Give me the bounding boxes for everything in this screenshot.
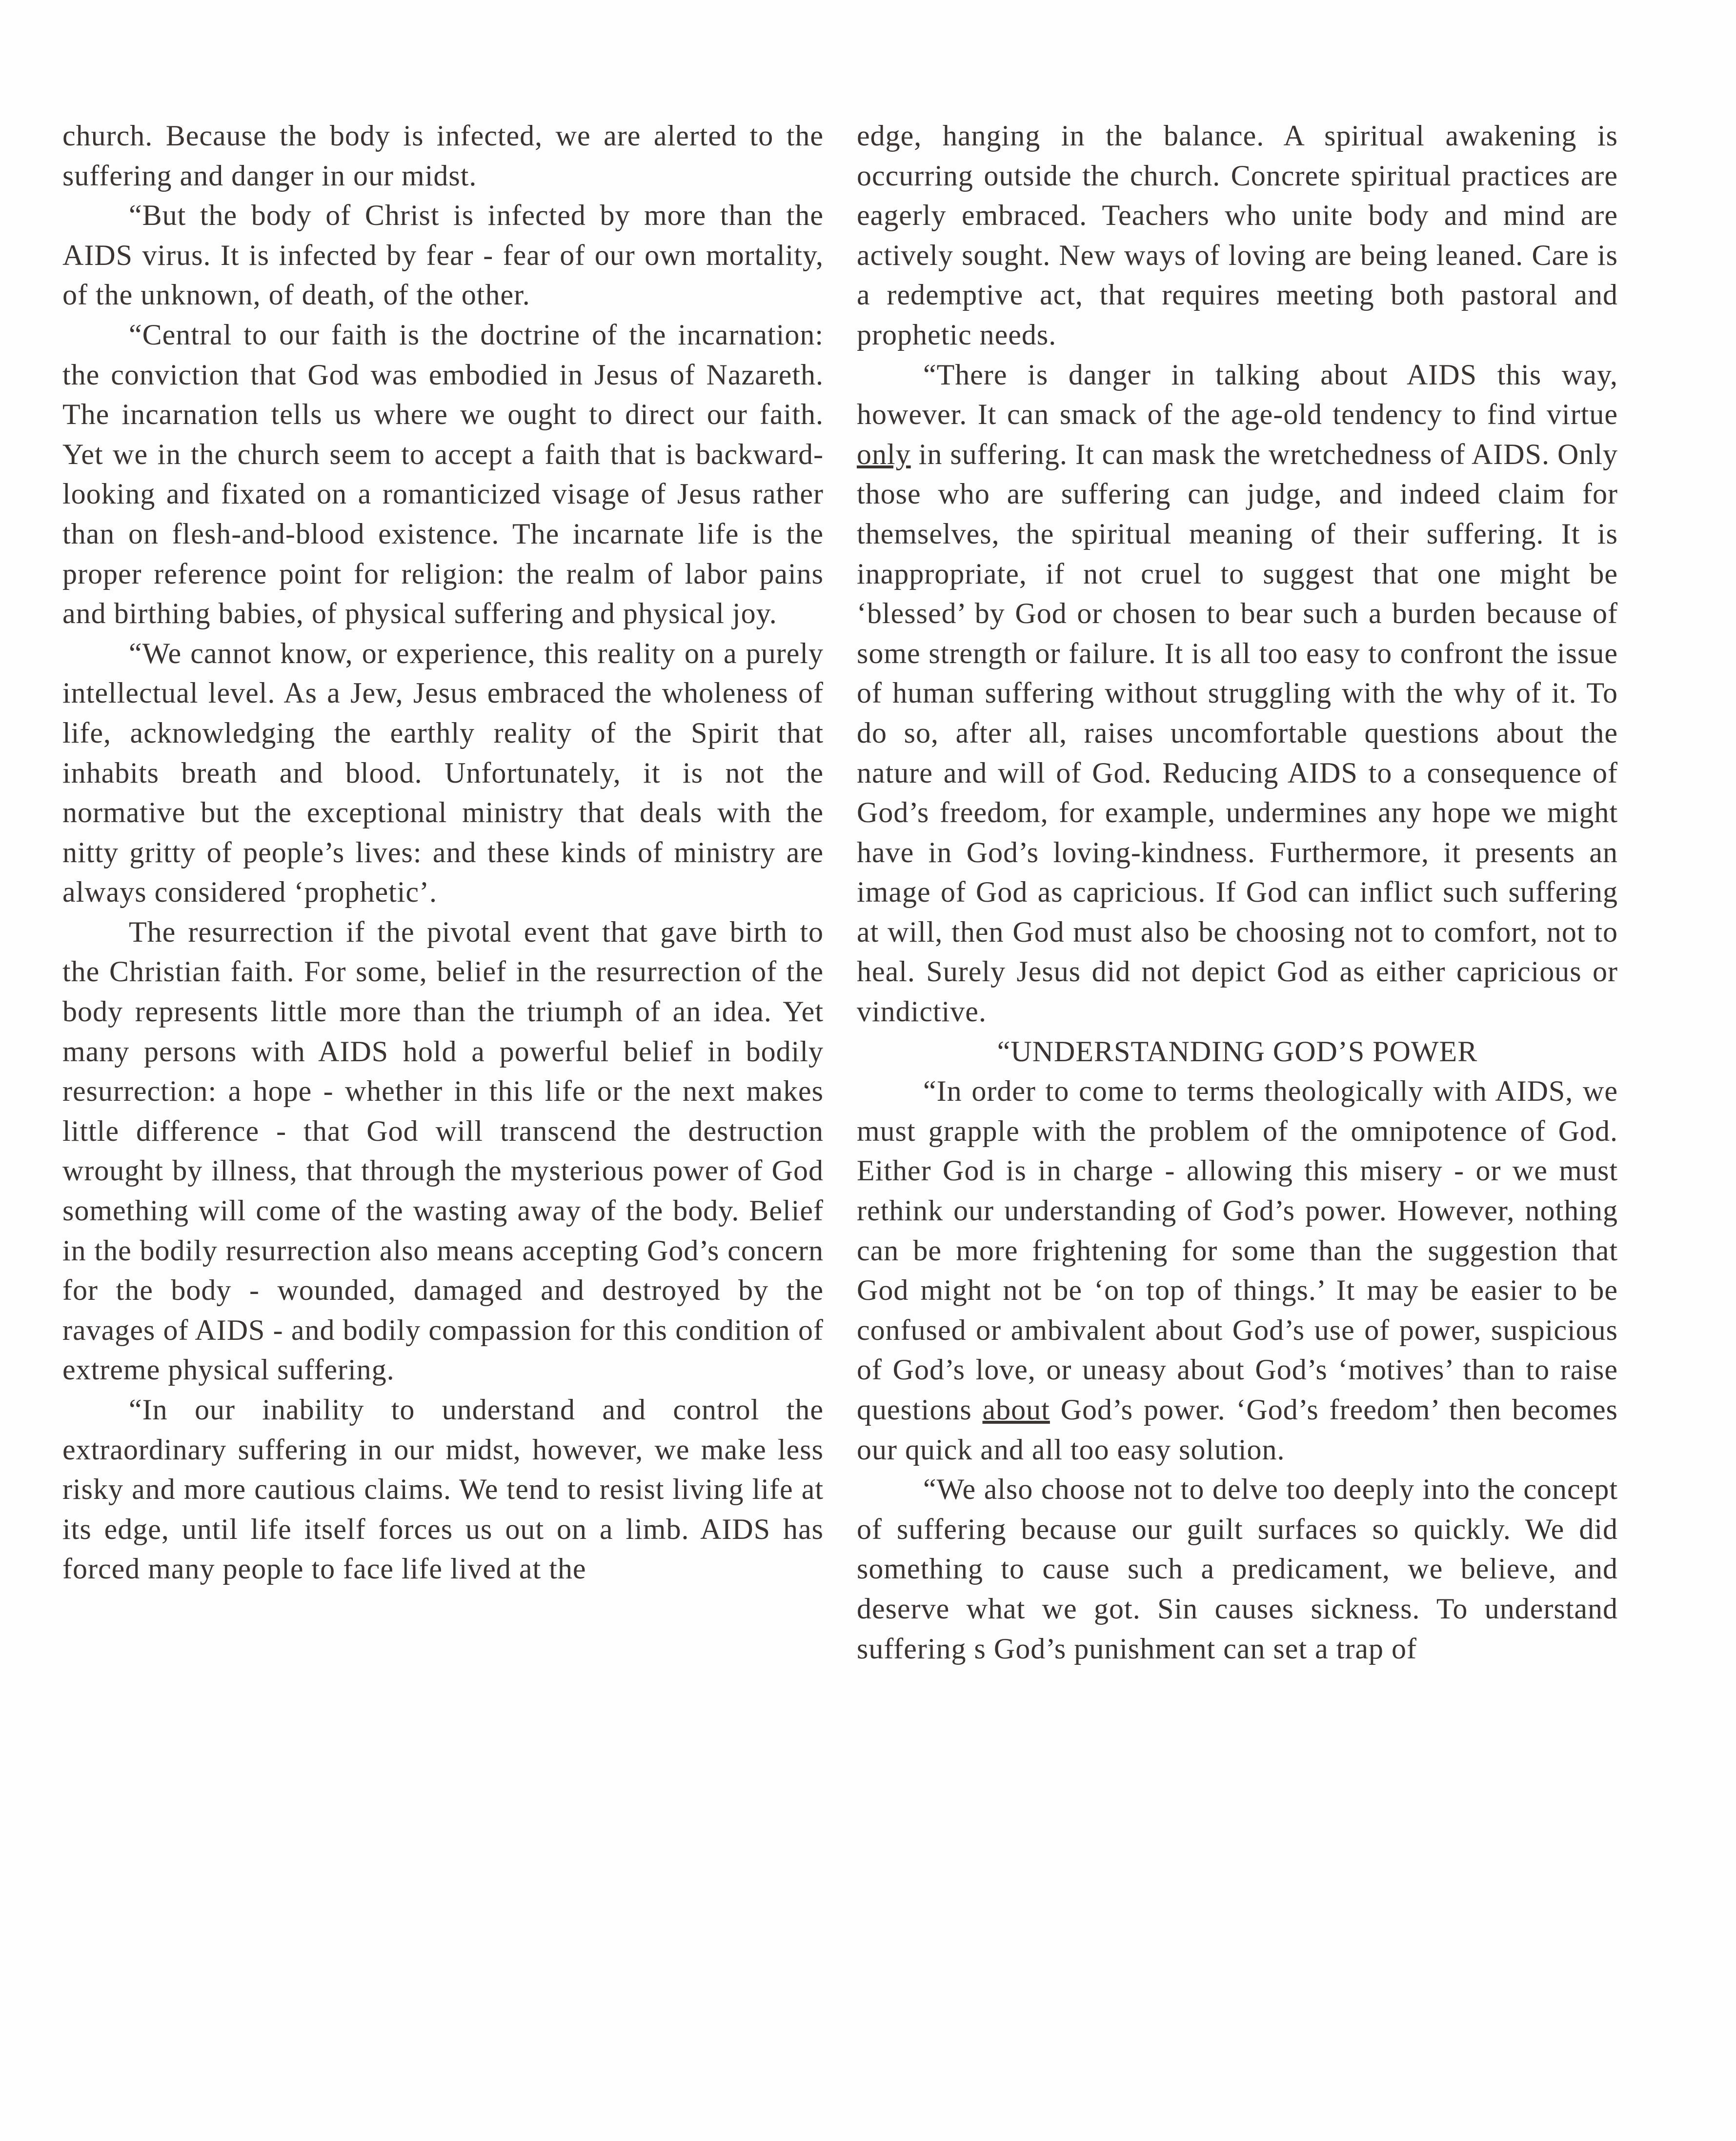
text-run: God’s power. ‘God’s freedom’ then becomes our quick and all too easy solution. xyxy=(857,1394,1618,1466)
paragraph: “We cannot know, or experience, this reality on a purely intellectual level. As a Jew, Jesus embraced the wholeness of life, acknowledging the earthly reality of the Spirit that inhabits breath and blood. Unfortunately, it is not the normative but the exceptional ministry that deals with the nitty gritty of people’s lives: and these kinds of ministry are always considered ‘prophetic’. xyxy=(62,637,824,909)
underlined-word: about xyxy=(982,1394,1050,1426)
paragraph: The resurrection if the pivotal event that gave birth to the Christian faith. For some, belief in the resurrection of the body represents little more than the triumph of an idea. Yet many persons with AIDS hold a powerful belief in bodily resurrection: a hope - whether in this life or the next makes little difference - that God will transcend the destruction wrought by illness, that through the mysterious power of God something will come of the wasting away of the body. Belief in the bodily resurrection also means accepting God’s concern for the body - wounded, damaged and destroyed by the ravages of AIDS - and bodily compassion for this condition of extreme physical suffering. xyxy=(62,915,824,1386)
paragraph: church. Because the body is infected, we are alerted to the suffering and danger in our midst. xyxy=(62,120,824,192)
paragraph xyxy=(857,1071,1618,1470)
section-heading: “UNDERSTANDING GOD’S POWER xyxy=(997,1035,1478,1068)
underlined-word: only xyxy=(857,438,911,470)
text-run: “There is danger in talking about AIDS this way, however. It can smack of the age-old tendency to find virtue xyxy=(857,358,1618,431)
paragraph xyxy=(857,355,1618,1032)
right-column xyxy=(857,116,1618,1669)
text-run: “In order to come to terms theologically with AIDS, we must grapple with the problem of the omnipotence of God. Either God is in charge - allowing this misery - or we must rethink our understanding of God’s power. However, nothing can be more frightening for some than the suggestion that God might not be ‘on top of things.’ It may be easier to be confused or ambivalent about God’s use of power, suspicious of God’s love, or uneasy about God’s ‘motives’ than to raise questions xyxy=(857,1075,1618,1426)
text-run: in suffering. It can mask the wretchedness of AIDS. Only those who are suffering can judge, and indeed claim for themselves, the spiritual meaning of their suffering. It is inappropriate, if not cruel to suggest that one might be ‘blessed’ by God or chosen to bear such a burden because of some strength or failure. It is all too easy to confront the issue of human suffering without struggling with the why of it. To do so, after all, raises uncomfortable questions about the nature and will of God. Reducing AIDS to a consequence of God’s freedom, for example, undermines any hope we might have in God’s loving-kindness. Furthermore, it presents an image of God as capricious. If God can inflict such suffering at will, then God must also be choosing not to comfort, not to heal. Surely Jesus did not depict God as either capricious or vindictive. xyxy=(857,438,1618,1028)
paragraph: “In our inability to understand and control the extraordinary suffering in our midst, however, we make less risky and more cautious claims. We tend to resist living life at its edge, until life itself forces us out on a limb. AIDS has forced many people to face life lived at the xyxy=(62,1394,824,1585)
paragraph: “Central to our faith is the doctrine of the incarnation: the conviction that God was embodied in Jesus of Nazareth. The incarnation tells us where we ought to direct our faith. Yet we in the church seem to accept a faith that is backward-looking and fixated on a romanticized visage of Jesus rather than on flesh-and-blood existence. The incarnate life is the proper reference point for religion: the realm of labor pains and birthing babies, of physical suffering and physical joy. xyxy=(62,318,824,630)
left-column xyxy=(62,116,824,1589)
paragraph: “But the body of Christ is infected by more than the AIDS virus. It is infected by fear - fear of our own mortality, of the unknown, of death, of the other. xyxy=(62,199,824,311)
paragraph: “We also choose not to delve too deeply into the concept of suffering because our guilt surfaces so quickly. We did something to cause such a predicament, we believe, and deserve what we got. Sin causes sickness. To understand suffering s God’s punishment can set a trap of xyxy=(857,1473,1618,1665)
paragraph: edge, hanging in the balance. A spiritual awakening is occurring outside the church. Concrete spiritual practices are eagerly embraced. Teachers who unite body and mind are actively sought. New ways of loving are being leaned. Care is a redemptive act, that requires meeting both pastoral and prophetic needs. xyxy=(857,120,1618,351)
